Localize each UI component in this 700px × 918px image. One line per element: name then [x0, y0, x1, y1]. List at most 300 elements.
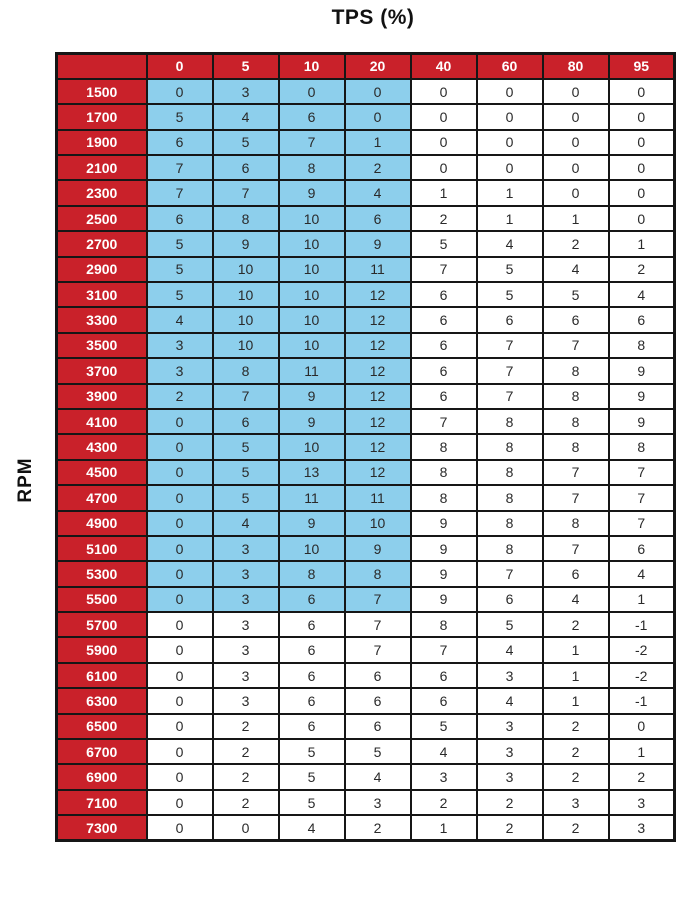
cell-3900-60: 7 — [477, 384, 543, 409]
cell-4700-20: 11 — [345, 485, 411, 510]
cell-6700-5: 2 — [213, 739, 279, 764]
cell-3700-40: 6 — [411, 358, 477, 383]
cell-5300-95: 4 — [609, 561, 675, 586]
cell-6300-95: -1 — [609, 688, 675, 713]
cell-3900-95: 9 — [609, 384, 675, 409]
row-header-5300: 5300 — [57, 561, 147, 586]
cell-6500-80: 2 — [543, 714, 609, 739]
cell-1900-10: 7 — [279, 130, 345, 155]
cell-3100-5: 10 — [213, 282, 279, 307]
cell-6900-80: 2 — [543, 764, 609, 789]
cell-3900-20: 12 — [345, 384, 411, 409]
cell-6900-40: 3 — [411, 764, 477, 789]
row-header-4300: 4300 — [57, 434, 147, 459]
cell-7100-40: 2 — [411, 790, 477, 815]
cell-3100-40: 6 — [411, 282, 477, 307]
cell-6900-60: 3 — [477, 764, 543, 789]
cell-5700-95: -1 — [609, 612, 675, 637]
row-header-4900: 4900 — [57, 511, 147, 536]
cell-3500-5: 10 — [213, 333, 279, 358]
cell-2700-95: 1 — [609, 231, 675, 256]
cell-4100-95: 9 — [609, 409, 675, 434]
table-row — [57, 536, 675, 561]
row-header-2700: 2700 — [57, 231, 147, 256]
cell-2300-40: 1 — [411, 180, 477, 205]
cell-2100-80: 0 — [543, 155, 609, 180]
table-body — [57, 79, 675, 841]
cell-3300-5: 10 — [213, 307, 279, 332]
cell-2900-80: 4 — [543, 257, 609, 282]
table-row — [57, 637, 675, 662]
cell-7100-0: 0 — [147, 790, 213, 815]
row-header-3500: 3500 — [57, 333, 147, 358]
cell-6700-20: 5 — [345, 739, 411, 764]
table-row — [57, 764, 675, 789]
table-title: TPS (%) — [331, 6, 415, 29]
table-row — [57, 739, 675, 764]
cell-4700-40: 8 — [411, 485, 477, 510]
cell-6500-60: 3 — [477, 714, 543, 739]
cell-1900-20: 1 — [345, 130, 411, 155]
cell-6300-60: 4 — [477, 688, 543, 713]
row-header-7100: 7100 — [57, 790, 147, 815]
cell-5700-5: 3 — [213, 612, 279, 637]
cell-4700-60: 8 — [477, 485, 543, 510]
cell-6300-10: 6 — [279, 688, 345, 713]
table-row — [57, 688, 675, 713]
cell-3500-95: 8 — [609, 333, 675, 358]
cell-5700-10: 6 — [279, 612, 345, 637]
cell-4300-5: 5 — [213, 434, 279, 459]
cell-5100-10: 10 — [279, 536, 345, 561]
cell-6500-5: 2 — [213, 714, 279, 739]
cell-5300-20: 8 — [345, 561, 411, 586]
cell-2100-10: 8 — [279, 155, 345, 180]
cell-6100-5: 3 — [213, 663, 279, 688]
table-row — [57, 307, 675, 332]
cell-5700-20: 7 — [345, 612, 411, 637]
cell-5900-20: 7 — [345, 637, 411, 662]
row-header-1900: 1900 — [57, 130, 147, 155]
cell-1500-95: 0 — [609, 79, 675, 104]
cell-6100-80: 1 — [543, 663, 609, 688]
table-row — [57, 130, 675, 155]
cell-1500-20: 0 — [345, 79, 411, 104]
cell-5700-80: 2 — [543, 612, 609, 637]
cell-2900-40: 7 — [411, 257, 477, 282]
table-row — [57, 561, 675, 586]
table-row — [57, 180, 675, 205]
cell-2900-10: 10 — [279, 257, 345, 282]
cell-3100-95: 4 — [609, 282, 675, 307]
cell-2700-10: 10 — [279, 231, 345, 256]
cell-7100-60: 2 — [477, 790, 543, 815]
row-header-6100: 6100 — [57, 663, 147, 688]
cell-4700-95: 7 — [609, 485, 675, 510]
table-row — [57, 790, 675, 815]
cell-3700-20: 12 — [345, 358, 411, 383]
cell-1500-5: 3 — [213, 79, 279, 104]
cell-2300-0: 7 — [147, 180, 213, 205]
cell-5300-80: 6 — [543, 561, 609, 586]
cell-7100-5: 2 — [213, 790, 279, 815]
column-header-95: 95 — [609, 54, 675, 79]
cell-2100-5: 6 — [213, 155, 279, 180]
cell-3900-10: 9 — [279, 384, 345, 409]
cell-4100-80: 8 — [543, 409, 609, 434]
table-row — [57, 714, 675, 739]
cell-1900-60: 0 — [477, 130, 543, 155]
cell-7300-10: 4 — [279, 815, 345, 840]
cell-3100-10: 10 — [279, 282, 345, 307]
cell-2500-60: 1 — [477, 206, 543, 231]
cell-6500-95: 0 — [609, 714, 675, 739]
cell-4100-60: 8 — [477, 409, 543, 434]
cell-4300-20: 12 — [345, 434, 411, 459]
table-row — [57, 485, 675, 510]
cell-4100-0: 0 — [147, 409, 213, 434]
cell-4900-5: 4 — [213, 511, 279, 536]
cell-3300-0: 4 — [147, 307, 213, 332]
cell-6300-0: 0 — [147, 688, 213, 713]
cell-5500-40: 9 — [411, 587, 477, 612]
cell-3500-40: 6 — [411, 333, 477, 358]
cell-5100-60: 8 — [477, 536, 543, 561]
cell-5100-95: 6 — [609, 536, 675, 561]
cell-2500-10: 10 — [279, 206, 345, 231]
cell-3300-20: 12 — [345, 307, 411, 332]
cell-2900-20: 11 — [345, 257, 411, 282]
cell-3100-80: 5 — [543, 282, 609, 307]
cell-4300-95: 8 — [609, 434, 675, 459]
cell-2300-5: 7 — [213, 180, 279, 205]
row-header-7300: 7300 — [57, 815, 147, 840]
cell-5300-10: 8 — [279, 561, 345, 586]
row-header-4500: 4500 — [57, 460, 147, 485]
cell-7300-95: 3 — [609, 815, 675, 840]
cell-6100-95: -2 — [609, 663, 675, 688]
cell-3500-20: 12 — [345, 333, 411, 358]
table-row — [57, 511, 675, 536]
cell-6900-20: 4 — [345, 764, 411, 789]
cell-3500-80: 7 — [543, 333, 609, 358]
cell-4500-95: 7 — [609, 460, 675, 485]
cell-2100-60: 0 — [477, 155, 543, 180]
row-header-3900: 3900 — [57, 384, 147, 409]
cell-5500-20: 7 — [345, 587, 411, 612]
cell-6100-40: 6 — [411, 663, 477, 688]
cell-4700-80: 7 — [543, 485, 609, 510]
row-header-3300: 3300 — [57, 307, 147, 332]
cell-3700-5: 8 — [213, 358, 279, 383]
cell-6300-80: 1 — [543, 688, 609, 713]
cell-7100-20: 3 — [345, 790, 411, 815]
cell-2100-20: 2 — [345, 155, 411, 180]
cell-1500-60: 0 — [477, 79, 543, 104]
cell-1500-80: 0 — [543, 79, 609, 104]
cell-5300-5: 3 — [213, 561, 279, 586]
cell-4700-0: 0 — [147, 485, 213, 510]
cell-1500-0: 0 — [147, 79, 213, 104]
cell-2900-0: 5 — [147, 257, 213, 282]
table-row — [57, 587, 675, 612]
rpm-axis-label: RPM — [15, 457, 36, 503]
cell-2500-20: 6 — [345, 206, 411, 231]
cell-2500-0: 6 — [147, 206, 213, 231]
cell-4700-10: 11 — [279, 485, 345, 510]
cell-4500-80: 7 — [543, 460, 609, 485]
row-header-5700: 5700 — [57, 612, 147, 637]
table-row — [57, 231, 675, 256]
cell-3300-95: 6 — [609, 307, 675, 332]
cell-3300-40: 6 — [411, 307, 477, 332]
cell-3100-0: 5 — [147, 282, 213, 307]
table-row — [57, 358, 675, 383]
column-header-60: 60 — [477, 54, 543, 79]
corner-cell — [57, 54, 147, 79]
cell-7100-95: 3 — [609, 790, 675, 815]
cell-6900-0: 0 — [147, 764, 213, 789]
cell-7300-0: 0 — [147, 815, 213, 840]
cell-7300-80: 2 — [543, 815, 609, 840]
cell-5500-10: 6 — [279, 587, 345, 612]
cell-4900-20: 10 — [345, 511, 411, 536]
cell-2500-80: 1 — [543, 206, 609, 231]
cell-3300-60: 6 — [477, 307, 543, 332]
cell-1700-10: 6 — [279, 104, 345, 129]
table-row — [57, 460, 675, 485]
cell-6900-95: 2 — [609, 764, 675, 789]
cell-4100-20: 12 — [345, 409, 411, 434]
table-row — [57, 257, 675, 282]
cell-6700-0: 0 — [147, 739, 213, 764]
table-row — [57, 282, 675, 307]
cell-5300-0: 0 — [147, 561, 213, 586]
cell-3700-95: 9 — [609, 358, 675, 383]
row-header-3100: 3100 — [57, 282, 147, 307]
cell-6100-10: 6 — [279, 663, 345, 688]
cell-2500-5: 8 — [213, 206, 279, 231]
cell-5900-80: 1 — [543, 637, 609, 662]
row-header-2100: 2100 — [57, 155, 147, 180]
column-header-5: 5 — [213, 54, 279, 79]
cell-2900-60: 5 — [477, 257, 543, 282]
cell-4500-5: 5 — [213, 460, 279, 485]
cell-1700-95: 0 — [609, 104, 675, 129]
table-row — [57, 434, 675, 459]
cell-1500-40: 0 — [411, 79, 477, 104]
row-header-5100: 5100 — [57, 536, 147, 561]
cell-5900-95: -2 — [609, 637, 675, 662]
cell-7100-80: 3 — [543, 790, 609, 815]
column-header-0: 0 — [147, 54, 213, 79]
header-row — [57, 54, 675, 79]
cell-6100-0: 0 — [147, 663, 213, 688]
row-header-6700: 6700 — [57, 739, 147, 764]
table-row — [57, 663, 675, 688]
cell-3900-80: 8 — [543, 384, 609, 409]
cell-2900-5: 10 — [213, 257, 279, 282]
cell-1900-40: 0 — [411, 130, 477, 155]
cell-3300-80: 6 — [543, 307, 609, 332]
cell-4900-10: 9 — [279, 511, 345, 536]
cell-4500-60: 8 — [477, 460, 543, 485]
tps-rpm-table — [55, 52, 676, 842]
column-header-80: 80 — [543, 54, 609, 79]
cell-2700-80: 2 — [543, 231, 609, 256]
cell-6500-20: 6 — [345, 714, 411, 739]
cell-4500-20: 12 — [345, 460, 411, 485]
cell-4500-0: 0 — [147, 460, 213, 485]
cell-5300-40: 9 — [411, 561, 477, 586]
cell-4300-60: 8 — [477, 434, 543, 459]
cell-5100-0: 0 — [147, 536, 213, 561]
cell-3500-0: 3 — [147, 333, 213, 358]
cell-1700-80: 0 — [543, 104, 609, 129]
cell-3900-40: 6 — [411, 384, 477, 409]
cell-2500-40: 2 — [411, 206, 477, 231]
cell-6100-60: 3 — [477, 663, 543, 688]
row-header-1500: 1500 — [57, 79, 147, 104]
table-row — [57, 79, 675, 104]
cell-3500-10: 10 — [279, 333, 345, 358]
cell-2700-20: 9 — [345, 231, 411, 256]
cell-6500-40: 5 — [411, 714, 477, 739]
cell-5100-20: 9 — [345, 536, 411, 561]
table-row — [57, 612, 675, 637]
row-header-5900: 5900 — [57, 637, 147, 662]
cell-6700-60: 3 — [477, 739, 543, 764]
cell-6700-10: 5 — [279, 739, 345, 764]
cell-1900-95: 0 — [609, 130, 675, 155]
cell-6900-5: 2 — [213, 764, 279, 789]
cell-4900-60: 8 — [477, 511, 543, 536]
row-header-2900: 2900 — [57, 257, 147, 282]
column-header-10: 10 — [279, 54, 345, 79]
cell-1700-40: 0 — [411, 104, 477, 129]
cell-4900-0: 0 — [147, 511, 213, 536]
cell-5500-60: 6 — [477, 587, 543, 612]
table-row — [57, 333, 675, 358]
cell-4900-95: 7 — [609, 511, 675, 536]
row-header-3700: 3700 — [57, 358, 147, 383]
cell-2300-95: 0 — [609, 180, 675, 205]
cell-2100-0: 7 — [147, 155, 213, 180]
cell-2100-40: 0 — [411, 155, 477, 180]
cell-3100-20: 12 — [345, 282, 411, 307]
row-header-6300: 6300 — [57, 688, 147, 713]
cell-5300-60: 7 — [477, 561, 543, 586]
cell-5700-40: 8 — [411, 612, 477, 637]
cell-7100-10: 5 — [279, 790, 345, 815]
cell-6700-40: 4 — [411, 739, 477, 764]
cell-2100-95: 0 — [609, 155, 675, 180]
cell-5500-0: 0 — [147, 587, 213, 612]
cell-3900-5: 7 — [213, 384, 279, 409]
column-header-40: 40 — [411, 54, 477, 79]
cell-7300-60: 2 — [477, 815, 543, 840]
row-header-2500: 2500 — [57, 206, 147, 231]
row-header-1700: 1700 — [57, 104, 147, 129]
cell-2700-60: 4 — [477, 231, 543, 256]
cell-6300-40: 6 — [411, 688, 477, 713]
cell-5500-5: 3 — [213, 587, 279, 612]
cell-5900-5: 3 — [213, 637, 279, 662]
cell-5100-40: 9 — [411, 536, 477, 561]
cell-2700-5: 9 — [213, 231, 279, 256]
cell-4300-0: 0 — [147, 434, 213, 459]
row-header-6900: 6900 — [57, 764, 147, 789]
table-row — [57, 104, 675, 129]
cell-4100-5: 6 — [213, 409, 279, 434]
table-row — [57, 206, 675, 231]
cell-1700-0: 5 — [147, 104, 213, 129]
cell-5100-80: 7 — [543, 536, 609, 561]
cell-6700-80: 2 — [543, 739, 609, 764]
cell-4300-80: 8 — [543, 434, 609, 459]
cell-6300-20: 6 — [345, 688, 411, 713]
cell-3700-60: 7 — [477, 358, 543, 383]
cell-4900-80: 8 — [543, 511, 609, 536]
table-row — [57, 384, 675, 409]
cell-1700-20: 0 — [345, 104, 411, 129]
cell-5700-60: 5 — [477, 612, 543, 637]
cell-7300-5: 0 — [213, 815, 279, 840]
cell-4900-40: 9 — [411, 511, 477, 536]
cell-6900-10: 5 — [279, 764, 345, 789]
cell-5500-95: 1 — [609, 587, 675, 612]
cell-3100-60: 5 — [477, 282, 543, 307]
cell-5100-5: 3 — [213, 536, 279, 561]
cell-6300-5: 3 — [213, 688, 279, 713]
table-row — [57, 155, 675, 180]
cell-1500-10: 0 — [279, 79, 345, 104]
table-row — [57, 409, 675, 434]
table-header — [57, 54, 675, 79]
cell-3500-60: 7 — [477, 333, 543, 358]
cell-5900-10: 6 — [279, 637, 345, 662]
cell-2300-60: 1 — [477, 180, 543, 205]
row-header-4100: 4100 — [57, 409, 147, 434]
table-row — [57, 815, 675, 840]
row-header-2300: 2300 — [57, 180, 147, 205]
cell-4300-40: 8 — [411, 434, 477, 459]
cell-1900-80: 0 — [543, 130, 609, 155]
cell-7300-40: 1 — [411, 815, 477, 840]
cell-4100-40: 7 — [411, 409, 477, 434]
cell-3900-0: 2 — [147, 384, 213, 409]
cell-1700-5: 4 — [213, 104, 279, 129]
cell-2700-40: 5 — [411, 231, 477, 256]
cell-7300-20: 2 — [345, 815, 411, 840]
cell-1900-5: 5 — [213, 130, 279, 155]
cell-4500-10: 13 — [279, 460, 345, 485]
cell-4100-10: 9 — [279, 409, 345, 434]
cell-5700-0: 0 — [147, 612, 213, 637]
cell-3700-10: 11 — [279, 358, 345, 383]
cell-2300-20: 4 — [345, 180, 411, 205]
cell-5500-80: 4 — [543, 587, 609, 612]
cell-2900-95: 2 — [609, 257, 675, 282]
cell-1700-60: 0 — [477, 104, 543, 129]
cell-3700-0: 3 — [147, 358, 213, 383]
cell-5900-40: 7 — [411, 637, 477, 662]
row-header-5500: 5500 — [57, 587, 147, 612]
row-header-6500: 6500 — [57, 714, 147, 739]
cell-2300-10: 9 — [279, 180, 345, 205]
cell-2300-80: 0 — [543, 180, 609, 205]
cell-4500-40: 8 — [411, 460, 477, 485]
